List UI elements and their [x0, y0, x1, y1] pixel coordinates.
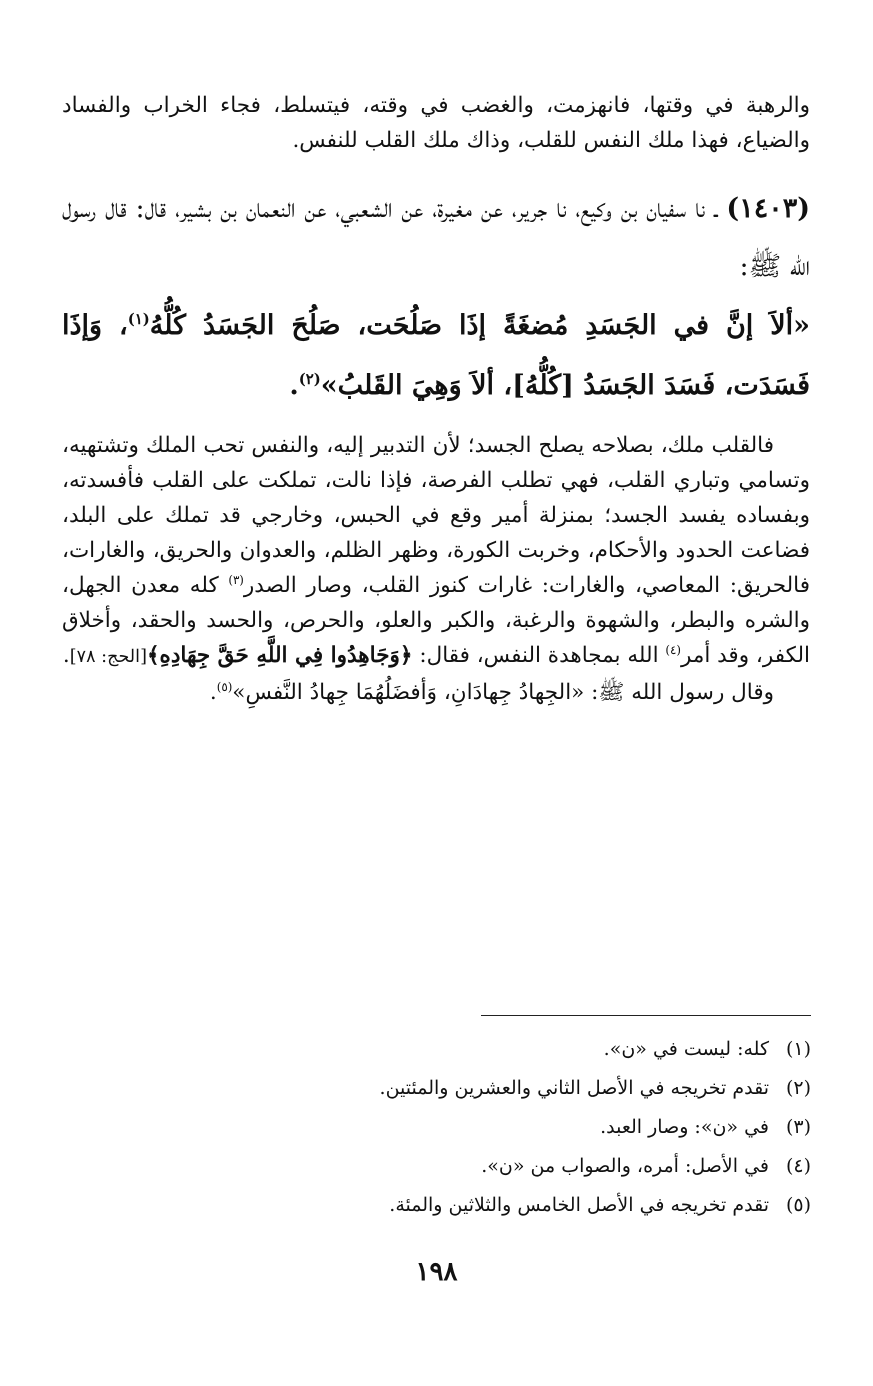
footnote-text: في «ن»: وصار العبد. [600, 1116, 769, 1138]
hadith-text-end: . [289, 370, 299, 401]
footnote-number: (٤) [785, 1155, 811, 1177]
hadith-text-part-2: ، وَإذَا فَسَدَت، فَسَدَ الجَسَدُ [كُلُّهُ]، ألاَ وَهِيَ القَلبُ» [62, 310, 810, 401]
footnote-item [63, 1186, 811, 1225]
commentary-paragraph [62, 428, 810, 675]
footnote-text: تقدم تخريجه في الأصل الخامس والثلاثين والمئة. [389, 1194, 769, 1216]
quran-reference: [الحج: ٧٨] [69, 647, 147, 667]
hadith-chain: ـ نا سفيان بن وكيع، نا جرير، عن مغيرة، عن الشعبي، عن النعمان بن بشير، قال: قال رسول الله ﷺ: [62, 193, 810, 282]
footnote-number: (٥) [785, 1194, 811, 1216]
footnote-number: (٣) [785, 1116, 811, 1138]
hadith-text-part-1: «ألاَ إنَّ في الجَسَدِ مُضغَةً إذَا صَلُحَت، صَلُحَ الجَسَدُ كُلُّهُ [149, 310, 810, 341]
closing-text: وقال رسول الله ﷺ: «الجِهادُ جِهادَانِ، وَأفضَلُهُمَا جِهادُ النَّفسِ» [232, 680, 774, 705]
intro-paragraph: والرهبة في وقتها، فانهزمت، والغضب في وقته، فيتسلط، فجاء الخراب والفساد والضياع، فهذا ملك النفس للقلب، وذاك ملك القلب للنفس. [62, 93, 810, 153]
commentary-part-2: كله معدن الجهل، والشره والبطر، والشهوة والرغبة، والكبر والعلو، والحرص، والحسد والحقد، وأخلاق الكفر، وقد أمر [62, 573, 810, 668]
footnote-text: في الأصل: أمره، والصواب من «ن». [481, 1155, 769, 1177]
footnote-item [63, 1108, 811, 1147]
commentary-part-3: الله بمجاهدة النفس، فقال: [419, 643, 666, 668]
footnote-number: (١) [785, 1038, 811, 1060]
page-body [62, 88, 810, 710]
hadith-text [62, 296, 810, 416]
closing-paragraph [62, 675, 810, 710]
footnote-ref-2[interactable]: (٢) [298, 370, 321, 388]
footnote-number: (٢) [785, 1077, 811, 1099]
footnote-item [63, 1030, 811, 1069]
footnote-ref-5[interactable]: (٥) [216, 679, 233, 694]
commentary-end: . [62, 643, 70, 668]
footnotes-list [63, 1030, 811, 1225]
hadith-isnad [62, 180, 810, 296]
footnote-item [63, 1147, 811, 1186]
footnote-ref-3[interactable]: (٣) [228, 572, 244, 587]
footnote-divider [481, 1015, 811, 1016]
footnote-text: كله: ليست في «ن». [603, 1038, 769, 1060]
commentary-part-1: فالقلب ملك، بصلاحه يصلح الجسد؛ لأن التدبير إليه، والنفس تحب الملك وتشتهيه، وتسامي وتباري القلب، فهي تطلب الفرصة، فإذا نالت، تملكت على القلب فأفسدته، وبفساده يفسد الجسد؛ بمنزلة أمير وقع في الحبس، وخارجي قد تملك على البلد، فضاعت الحدود والأحكام، وخربت الكورة، وظهر الظلم، والعدوان والحريق، والغارات، فالحريق: المعاصي، والغارات: غارات كنوز القلب، وصار الصدر [62, 433, 810, 598]
quran-verse: ﴿وَجَاهِدُوا فِي اللَّهِ حَقَّ جِهَادِهِ﴾ [146, 643, 413, 668]
hadith-number: (١٤٠٣) [726, 193, 810, 224]
page-number: ١٩٨ [415, 1257, 458, 1287]
footnote-item [63, 1069, 811, 1108]
closing-end: . [209, 680, 217, 705]
footnote-ref-1[interactable]: (١) [127, 310, 150, 328]
footnote-text: تقدم تخريجه في الأصل الثاني والعشرين والمئتين. [379, 1077, 769, 1099]
footnote-ref-4[interactable]: (٤) [665, 642, 681, 657]
